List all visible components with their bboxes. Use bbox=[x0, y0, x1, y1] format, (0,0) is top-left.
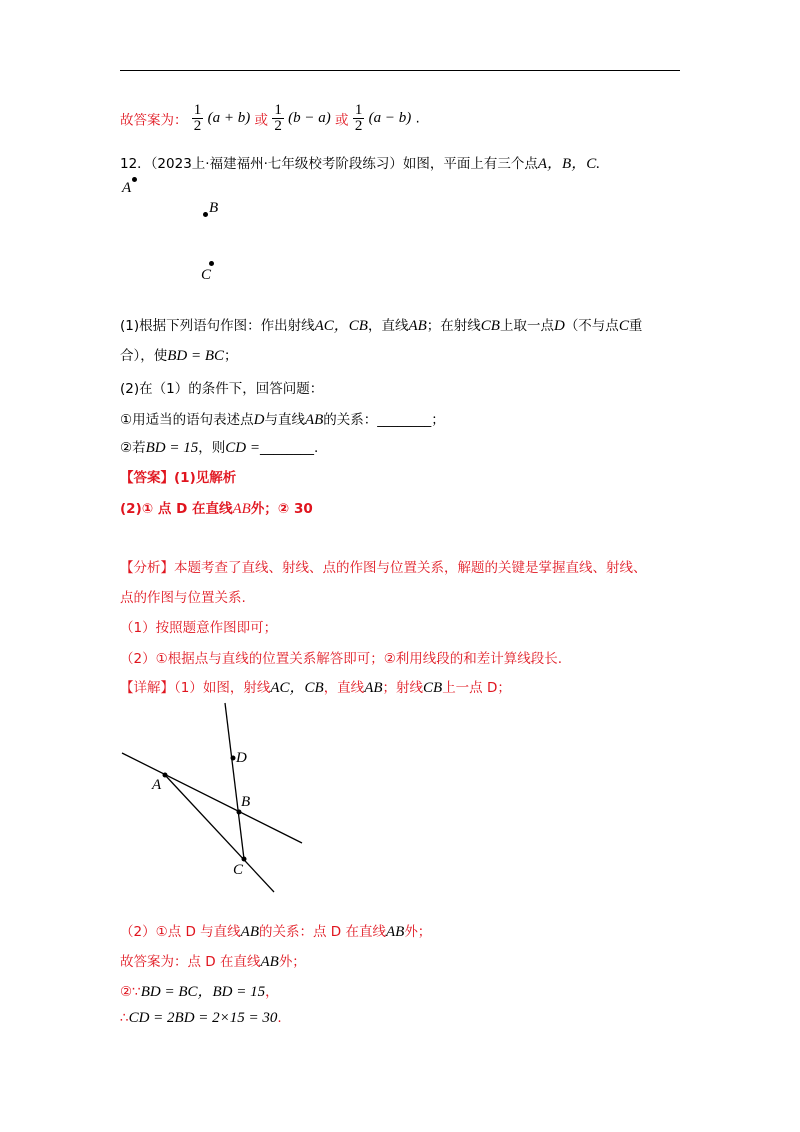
detail-part2-line2: 故答案为：点 D 在直线AB外； bbox=[120, 954, 306, 970]
ray-cb bbox=[225, 703, 244, 859]
fig-point-a bbox=[163, 773, 168, 778]
part2-q1: ①用适当的语句表述点D与直线AB的关系：________； bbox=[120, 412, 445, 428]
prev-answer-prefix: 故答案为： bbox=[120, 112, 188, 129]
fraction-half-2: $\frac{1}{2}$ bbox=[274, 102, 282, 134]
fig-point-c bbox=[242, 857, 247, 862]
part2-q2: ②若BD = 15，则CD =________. bbox=[120, 440, 319, 456]
point-a-label: A bbox=[122, 180, 132, 196]
expr-b-minus-a: (b − a) bbox=[288, 110, 331, 126]
part2-intro: (2)在（1）的条件下，回答问题： bbox=[120, 381, 324, 397]
part1-line2: 合），使BD = BC； bbox=[120, 348, 238, 364]
analysis-line3: （1）按照题意作图即可； bbox=[120, 620, 278, 636]
expr-a-minus-b: (a − b) bbox=[368, 110, 412, 126]
answer-part2: (2)① 点 D 在直线AB外；② 30 bbox=[120, 501, 313, 517]
ray-ac bbox=[165, 775, 274, 892]
fig-label-c: C bbox=[233, 862, 244, 878]
part1-line1: (1)根据下列语句作图：作出射线AC，CB，直线AB；在射线CB上取一点D（不与点C重 bbox=[120, 318, 643, 334]
fraction-half-3: $\frac{1}{2}$ bbox=[354, 102, 363, 134]
fig-point-d bbox=[231, 756, 236, 761]
analysis-line1: 【分析】本题考查了直线、射线、点的作图与位置关系，解题的关键是掌握直线、射线、 bbox=[120, 560, 647, 576]
expr-a-plus-b: (a + b) bbox=[207, 110, 251, 126]
answer-label: 【答案】(1)见解析 bbox=[120, 470, 237, 486]
point-c-label: C bbox=[201, 267, 212, 283]
fig-label-b: B bbox=[241, 794, 251, 810]
point-b-label: B bbox=[209, 200, 219, 216]
detail-part2-line4: ∴CD = 2BD = 2×15 = 30. bbox=[120, 1010, 282, 1026]
analysis-line2: 点的作图与位置关系. bbox=[120, 590, 246, 606]
detail-part2-line3: ②∵BD = BC，BD = 15， bbox=[120, 984, 279, 1000]
or-word-2: 或 bbox=[335, 112, 349, 129]
prev-answer-line: 故答案为： $\frac{1}{2}$ (a + b) 或 $\frac{1}{2}$ (b − a) 或 $\frac{1}{2}$ (a − b) . bbox=[120, 102, 420, 134]
question-12-title: 12．（2023上·福建福州·七年级校考阶段练习）如图，平面上有三个点A，B，C. bbox=[120, 156, 600, 172]
fig-label-a: A bbox=[152, 777, 162, 793]
analysis-line4: （2）①根据点与直线的位置关系解答即可；②利用线段的和差计算线段长. bbox=[120, 651, 563, 667]
detail-line1: 【详解】（1）如图，射线AC，CB，直线AB；射线CB上一点 D； bbox=[120, 680, 511, 696]
detail-part2-line1: （2）①点 D 与直线AB的关系：点 D 在直线AB外； bbox=[120, 924, 432, 940]
or-word-1: 或 bbox=[254, 112, 269, 129]
fraction-half-1: $\frac{1}{2}$ bbox=[193, 102, 202, 134]
line-ab bbox=[122, 753, 302, 843]
fig-label-d: D bbox=[236, 750, 247, 766]
